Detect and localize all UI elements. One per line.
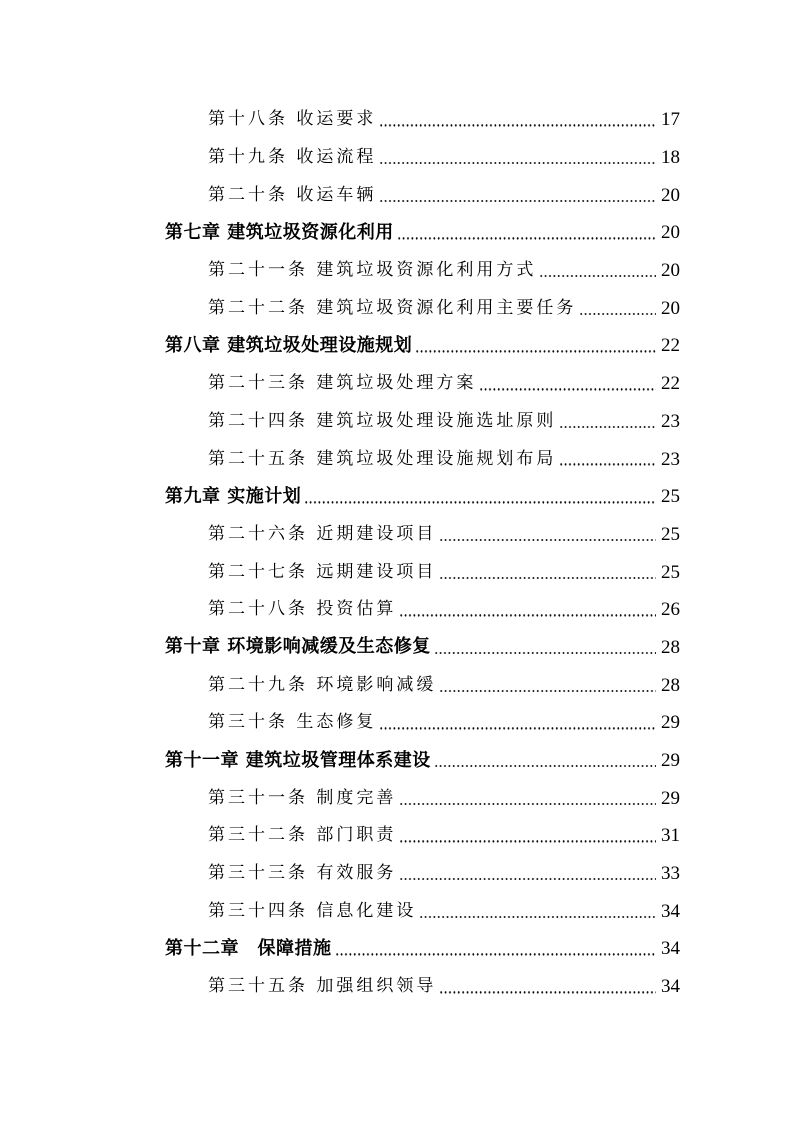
toc-chapter-entry[interactable]	[0, 327, 800, 365]
toc-entry-title: 第十九条 收运流程	[208, 147, 377, 168]
toc-entry-page-number: 31	[661, 825, 680, 847]
toc-entry-page-number: 23	[661, 410, 680, 432]
toc-entry-page-number: 20	[661, 260, 680, 282]
toc-entry-title: 第二十一条 建筑垃圾资源化利用方式	[208, 260, 537, 281]
toc-entry-page-number: 34	[661, 938, 680, 960]
dot-leader	[439, 577, 656, 579]
toc-article-entry[interactable]	[0, 101, 800, 139]
toc-entry-page-number: 20	[661, 184, 680, 206]
toc-entry-page-number: 22	[661, 373, 680, 395]
toc-chapter-entry[interactable]	[0, 478, 800, 516]
toc-entry-page-number: 22	[661, 335, 680, 357]
toc-entry-title: 第二十九条 环境影响减缓	[208, 674, 437, 695]
dot-leader	[439, 539, 656, 541]
toc-entry-title: 第二十条 收运车辆	[208, 184, 377, 205]
dot-leader	[379, 727, 656, 729]
toc-entry-page-number: 29	[661, 787, 680, 809]
dot-leader	[399, 803, 656, 805]
toc-entry-title: 第三十二条 部门职责	[208, 825, 397, 846]
toc-entry-title: 第十二章 保障措施	[165, 937, 332, 959]
dot-leader	[335, 953, 657, 955]
toc-entry-title: 第三十条 生态修复	[208, 712, 377, 733]
toc-entry-title: 第三十四条 信息化建设	[208, 900, 417, 921]
toc-entry-title: 第八章 建筑垃圾处理设施规划	[165, 334, 413, 356]
toc-article-entry[interactable]	[0, 365, 800, 403]
toc-entry-title: 第十章 环境影响减缓及生态修复	[165, 636, 431, 658]
toc-entry-page-number: 28	[661, 674, 680, 696]
toc-entry-page-number: 17	[661, 109, 680, 131]
toc-entry-title: 第三十五条 加强组织领导	[208, 976, 437, 997]
dot-leader	[379, 162, 656, 164]
toc-chapter-entry[interactable]	[0, 930, 800, 968]
dot-leader	[379, 124, 656, 126]
table-of-contents	[0, 101, 800, 1006]
toc-chapter-entry[interactable]	[0, 629, 800, 667]
dot-leader	[415, 350, 656, 352]
dot-leader	[379, 200, 656, 202]
toc-entry-page-number: 25	[661, 523, 680, 545]
toc-chapter-entry[interactable]	[0, 742, 800, 780]
dot-leader	[304, 501, 656, 503]
dot-leader	[399, 878, 656, 880]
toc-entry-page-number: 23	[661, 448, 680, 470]
toc-article-entry[interactable]	[0, 440, 800, 478]
toc-entry-page-number: 34	[661, 900, 680, 922]
toc-chapter-entry[interactable]	[0, 214, 800, 252]
toc-entry-title: 第二十七条 远期建设项目	[208, 561, 437, 582]
toc-entry-title: 第九章 实施计划	[165, 485, 302, 507]
toc-article-entry[interactable]	[0, 553, 800, 591]
dot-leader	[539, 275, 656, 277]
toc-article-entry[interactable]	[0, 855, 800, 893]
toc-article-entry[interactable]	[0, 892, 800, 930]
toc-article-entry[interactable]	[0, 176, 800, 214]
dot-leader	[559, 463, 656, 465]
dot-leader	[434, 765, 656, 767]
toc-article-entry[interactable]	[0, 704, 800, 742]
toc-entry-title: 第二十六条 近期建设项目	[208, 523, 437, 544]
dot-leader	[439, 690, 656, 692]
toc-entry-page-number: 28	[661, 636, 680, 658]
toc-entry-title: 第二十二条 建筑垃圾资源化利用主要任务	[208, 297, 577, 318]
toc-entry-page-number: 26	[661, 599, 680, 621]
dot-leader	[559, 426, 656, 428]
dot-leader	[579, 313, 656, 315]
toc-entry-title: 第七章 建筑垃圾资源化利用	[165, 221, 394, 243]
toc-article-entry[interactable]	[0, 666, 800, 704]
toc-article-entry[interactable]	[0, 139, 800, 177]
dot-leader	[399, 614, 656, 616]
toc-article-entry[interactable]	[0, 403, 800, 441]
toc-entry-title: 第二十八条 投资估算	[208, 599, 397, 620]
toc-entry-page-number: 29	[661, 712, 680, 734]
dot-leader	[419, 916, 656, 918]
toc-entry-page-number: 20	[661, 222, 680, 244]
toc-entry-title: 第三十三条 有效服务	[208, 863, 397, 884]
dot-leader	[399, 840, 656, 842]
toc-article-entry[interactable]	[0, 252, 800, 290]
toc-article-entry[interactable]	[0, 817, 800, 855]
dot-leader	[397, 237, 656, 239]
dot-leader	[479, 388, 656, 390]
dot-leader	[439, 991, 656, 993]
dot-leader	[434, 652, 656, 654]
toc-article-entry[interactable]	[0, 968, 800, 1006]
toc-entry-page-number: 29	[661, 750, 680, 772]
toc-entry-title: 第二十五条 建筑垃圾处理设施规划布局	[208, 448, 557, 469]
toc-entry-title: 第十一章 建筑垃圾管理体系建设	[165, 749, 431, 771]
toc-entry-title: 第三十一条 制度完善	[208, 787, 397, 808]
toc-article-entry[interactable]	[0, 516, 800, 554]
toc-article-entry[interactable]	[0, 779, 800, 817]
toc-entry-page-number: 34	[661, 976, 680, 998]
toc-entry-page-number: 20	[661, 297, 680, 319]
toc-entry-title: 第十八条 收运要求	[208, 109, 377, 130]
toc-entry-page-number: 33	[661, 863, 680, 885]
toc-entry-title: 第二十三条 建筑垃圾处理方案	[208, 373, 477, 394]
toc-entry-page-number: 25	[661, 486, 680, 508]
toc-article-entry[interactable]	[0, 289, 800, 327]
toc-article-entry[interactable]	[0, 591, 800, 629]
toc-entry-page-number: 25	[661, 561, 680, 583]
toc-entry-page-number: 18	[661, 147, 680, 169]
toc-entry-title: 第二十四条 建筑垃圾处理设施选址原则	[208, 410, 557, 431]
